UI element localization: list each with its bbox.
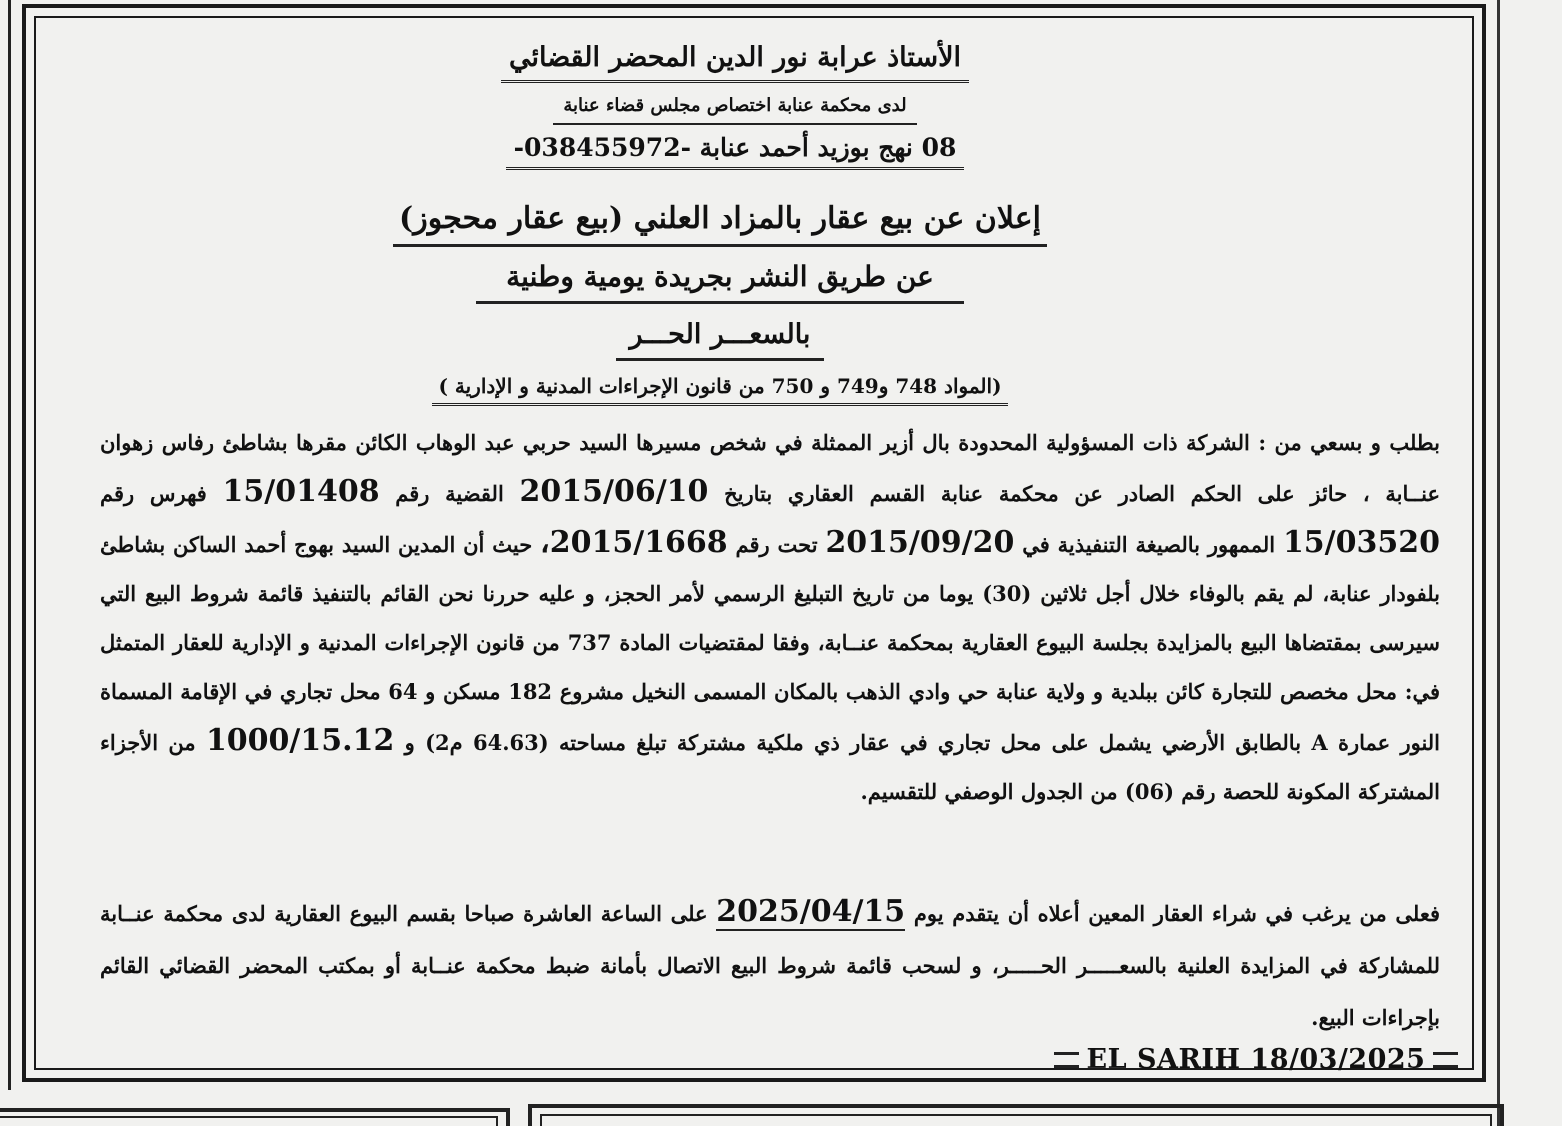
bailiff-header	[500, 38, 970, 170]
newspaper-source: EL SARIH 18/03/2025	[1086, 1044, 1426, 1075]
price-type: بالسعـــر الحـــر	[616, 314, 825, 361]
next-ad-frame-right-inner	[540, 1114, 1492, 1126]
case-number: 15/01408	[222, 474, 380, 509]
announcement-body-paragraph-2	[100, 886, 1440, 1044]
court-jurisdiction: لدى محكمة عنابة اختصاص مجلس قضاء عنابة	[553, 89, 916, 125]
next-ad-frame-left-inner	[0, 1116, 498, 1126]
enforcement-number: 2015/1668،	[540, 525, 728, 560]
body-text-7: من الأجزاء المشتركة المكونة للحصة رقم (06) من الجدول الوصفي للتقسيم.	[100, 730, 1440, 804]
body-text-3: فهرس رقم	[100, 481, 207, 506]
announcement-subtitle: عن طريق النشر بجريدة يومية وطنية	[476, 255, 964, 304]
auction-date: 2025/04/15	[716, 894, 906, 929]
bailiff-address: 08 نهج بوزيد أحمد عنابة -038455972-	[506, 129, 965, 170]
publication-footer	[1046, 1044, 1466, 1075]
left-page-edge	[0, 0, 11, 1090]
announcement-title: إعلان عن بيع عقار بالمزاد العلني (بيع عقار محجوز)	[393, 196, 1047, 247]
enforcement-date: 2015/09/20	[825, 525, 1015, 560]
body-text-9: على الساعة العاشرة صباحا بقسم البيوع العقارية لدى محكمة عنــابة للمشاركة في المزايدة العلنية بالسعـــــر الحـــــر، و لسحب قائمة شروط البيع الاتصال بأمانة ضبط محكمة عنــابة أو بمكتب المحضر القضائي القائم بإجراءات البيع.	[100, 901, 1440, 1030]
body-text-8: فعلى من يرغب في شراء العقار المعين أعلاه أن يتقدم يوم	[913, 901, 1441, 926]
judgment-date: 2015/06/10	[519, 474, 709, 509]
body-text-6: حيث أن المدين السيد بهوج أحمد الساكن بشاطئ بلفودار عنابة، لم يقم بالوفاء خلال أجل ثلاثين (30) يوما من تاريخ التبليغ الرسمي لأمر الحجز، و عليه حررنا نحن القائم بالتنفيذ قائمة شروط البيع التي سيرسى بمقتضاها البيع بالمزايدة بجلسة البيوع العقارية بمحكمة عنــابة، وفقا لمقتضيات المادة 737 من قانون الإجراءات المدنية و الإدارية للعقار المتمثل في: محل مخصص للتجارة كائن ببلدية و ولاية عنابة حي وادي الذهب بالمكان المسمى النخيل مشروع 182 مسكن و 64 محل تجاري في الإقامة المسماة النور عمارة A بالطابق الأرضي يشمل على محل تجاري في عقار ذي ملكية مشتركة تبلغ مساحته (64.63 م2) و	[100, 532, 1441, 755]
legal-articles: (المواد 748 و749 و 750 من قانون الإجراءات المدنية و الإدارية )	[432, 369, 1007, 406]
announcement-title-block	[380, 196, 1060, 406]
announcement-body-paragraph-1	[100, 418, 1440, 816]
bailiff-name: الأستاذ عرابة نور الدين المحضر القضائي	[501, 38, 969, 83]
index-number: 15/03520	[1282, 525, 1441, 560]
body-text-4: الممهور بالصيغة التنفيذية في	[1022, 532, 1276, 557]
body-text-1: بطلب و بسعي من : الشركة ذات المسؤولية المحدودة بال أزير الممثلة في شخص مسيرها السيد حربي عبد الوهاب الكائن مقرها بشاطئ رفاس زهوان عنــابة ، حائز على الحكم الصادر عن محكمة عنابة القسم العقاري بتاريخ	[100, 430, 1441, 506]
common-share-fraction: 1000/15.12	[205, 723, 395, 758]
right-column-rule	[1497, 0, 1500, 1126]
footer-rule-right	[1433, 1052, 1458, 1068]
body-text-2: القضية رقم	[395, 481, 504, 506]
body-text-5: تحت رقم	[735, 532, 818, 557]
footer-rule-left	[1054, 1052, 1079, 1068]
